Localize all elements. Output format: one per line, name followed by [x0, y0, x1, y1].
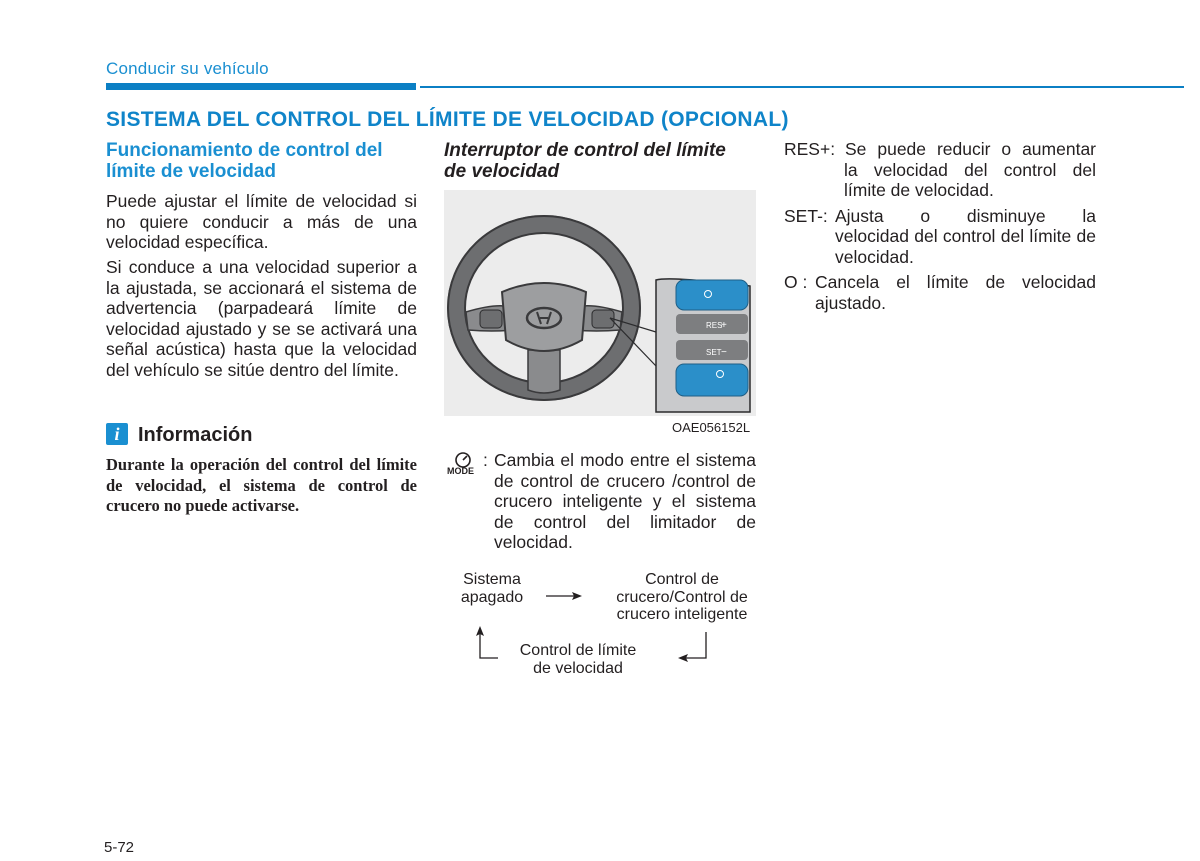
left-switch-cluster [480, 310, 502, 328]
res-definition [784, 139, 1096, 160]
steering-wheel-switch-illustration [444, 190, 756, 416]
mode-description: Cambia el modo entre el sistema de control de crucero /control de crucero inteligente y el sistema de control del limitador de velocidad. [494, 450, 756, 552]
col1-para1: Puede ajustar el límite de velocidad si no quiere conducir a más de una velocidad específica. [106, 191, 417, 252]
flow-cruise-line3: crucero inteligente [616, 606, 748, 623]
info-text: Durante la operación del control del límite de velocidad, el sistema de control de crucero no puede activarse. [106, 455, 417, 515]
flow-limit-line1: Control de límite [519, 642, 637, 659]
col2-heading-line1: Interruptor de control del límite [444, 140, 726, 161]
set-rest: velocidad del control del límite de velocidad. [835, 226, 1096, 267]
arrow-cruise-to-limit [684, 632, 706, 658]
flow-limit-line2: de velocidad [533, 659, 623, 677]
cancel-definition [784, 272, 1096, 293]
col1-para2: Si conduce a una velocidad superior a la ajustada, se accionará el sistema de advertencia (parpadeará límite de velocidad ajustado y se se activará una señal acústica) hasta que la velocidad del vehículo se sitúe dentro del límite. [106, 257, 417, 380]
cancel-key: O : [784, 272, 808, 292]
steering-wheel-figure [444, 190, 756, 416]
info-icon: i [106, 423, 128, 445]
flow-arrows [470, 586, 720, 662]
info-heading: Información [138, 424, 253, 446]
page-title: SISTEMA DEL CONTROL DEL LÍMITE DE VELOCIDAD (OPCIONAL) [106, 108, 789, 131]
mode-icon-label: MODE [447, 466, 474, 476]
header-rule-thick [106, 83, 416, 90]
col1-heading-line1: Funcionamiento de control del [106, 140, 383, 161]
arrow-limit-to-off [480, 632, 498, 658]
header-rule-thin [420, 86, 1184, 88]
mode-colon: : [483, 450, 488, 470]
res-rest: la velocidad del control del límite de velocidad. [844, 159, 1096, 200]
figure-code: OAE056152L [672, 420, 751, 435]
col2-heading [444, 140, 756, 182]
steering-wheel-bottom-spoke [528, 350, 560, 393]
switch-definitions [784, 139, 1096, 313]
cancel-line1: Cancela el límite de velocidad [815, 272, 1096, 292]
set-definition [784, 206, 1096, 227]
mode-button-zoom [676, 280, 748, 310]
col2-heading-line2: de velocidad [444, 161, 560, 182]
res-line1: Se puede reducir o aumentar [845, 139, 1096, 159]
plus-symbol-icon: + [721, 320, 727, 331]
section-name: Conducir su vehículo [106, 59, 269, 78]
minus-symbol-icon: − [721, 347, 727, 358]
col1-heading [106, 140, 418, 182]
col1-heading-line2: límite de velocidad [106, 161, 276, 182]
flow-cruise-line2: crucero/Control de [616, 588, 748, 606]
cancel-rest: ajustado. [815, 292, 887, 313]
cancel-button-zoom [676, 364, 748, 396]
page-number: 5-72 [104, 839, 135, 856]
flow-cruise-line1: Control de [645, 571, 719, 588]
flow-system-off-line1: Sistema [463, 571, 521, 588]
res-key: RES+: [784, 139, 836, 159]
set-line1: Ajusta o disminuye la [835, 205, 1096, 226]
set-button-label: SET [706, 348, 722, 357]
mode-icon [446, 450, 480, 480]
res-button-label: RES [706, 321, 723, 330]
set-key: SET-: [784, 205, 828, 226]
flow-system-off-line2: apagado [460, 588, 524, 606]
